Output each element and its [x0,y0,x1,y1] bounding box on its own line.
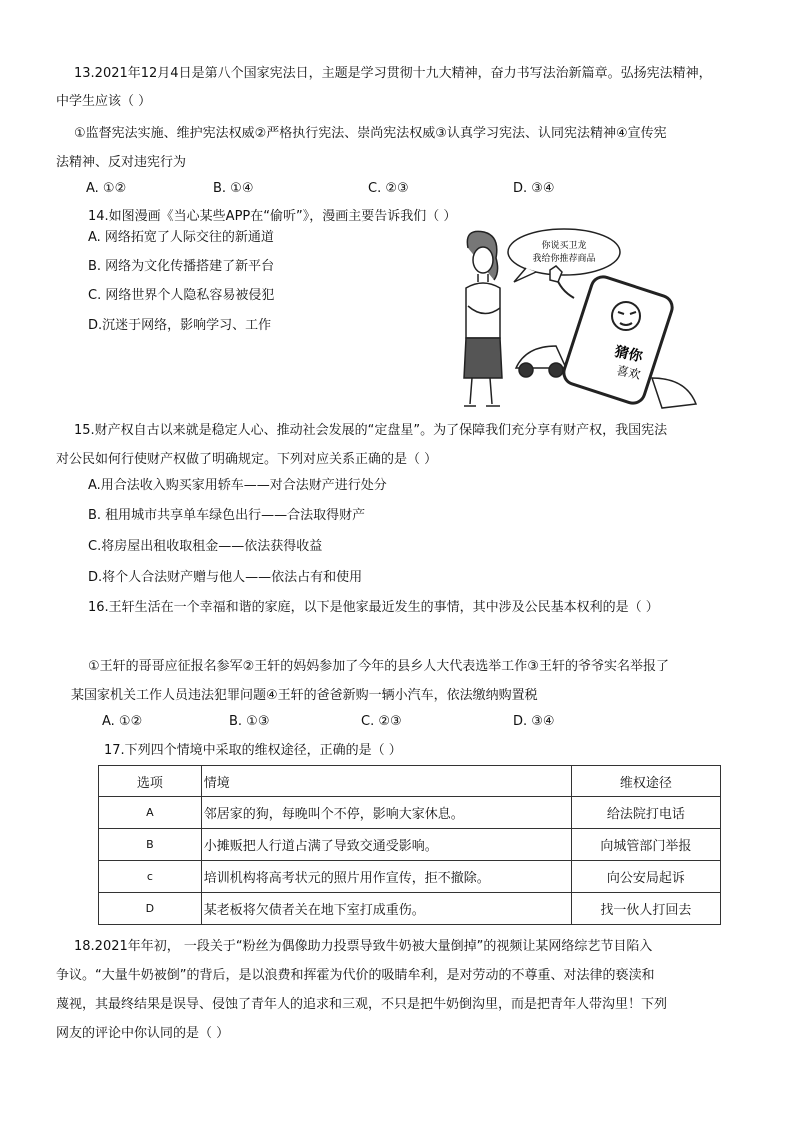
q16-option-d: D. ③④ [513,714,555,729]
q16-option-a: A. ①② [102,714,143,729]
table-row [99,861,721,893]
q15-option-b: B. 租用城市共享单车绿色出行——合法取得财产 [88,508,366,523]
q13-stem-line2: 中学生应该（ ） [56,94,152,109]
row-remedy: 给法院打电话 [571,797,720,829]
phone-text-line1: 猜你 [613,343,644,366]
header-situation: 情境 [201,766,571,797]
q14-stem: 14.如图漫画《当心某些APP在“偷听”》，漫画主要告诉我们（ ） [88,209,457,224]
q17-stem: 17.下列四个情境中采取的维权途径，正确的是（ ） [104,743,402,758]
q16-option-c: C. ②③ [361,714,402,729]
row-option: A [99,797,202,829]
q14-option-a: A. 网络拓宽了人际交往的新通道 [88,230,274,245]
table-header-row [99,766,721,797]
car-icon [516,346,566,377]
smartphone-icon [550,266,696,408]
row-option: c [99,861,202,893]
row-remedy: 找一伙人打回去 [571,893,720,925]
speech-bubble [508,229,620,275]
q13-statements-line1: ①监督宪法实施、维护宪法权威②严格执行宪法、崇尚宪法权威③认真学习宪法、认同宪法精神④宣传宪 [74,126,667,141]
row-option: D [99,893,202,925]
header-remedy: 维权途径 [571,766,720,797]
row-situation: 邻居家的狗，每晚叫个不停，影响大家休息。 [201,797,571,829]
q14-option-d: D.沉迷于网络，影响学习、工作 [88,318,272,333]
header-option: 选项 [99,766,202,797]
q16-statements-line2: 某国家机关工作人员违法犯罪问题④王轩的爸爸新购一辆小汽车，依法缴纳购置税 [71,688,538,703]
q15-option-a: A.用合法收入购买家用轿车——对合法财产进行处分 [88,478,387,493]
table-row [99,893,721,925]
q18-stem-line3: 蔑视，其最终结果是误导、侵蚀了青年人的追求和三观，不只是把牛奶倒沟里，而是把青年人带沟里！下列 [56,997,668,1012]
table-row [99,797,721,829]
q16-option-b: B. ①③ [229,714,270,729]
q14-option-b: B. 网络为文化传播搭建了新平台 [88,259,275,274]
q15-option-c: C.将房屋出租收取租金——依法获得收益 [88,539,323,554]
row-situation: 培训机构将高考状元的照片用作宣传，拒不撤除。 [201,861,571,893]
q13-option-d: D. ③④ [513,181,555,196]
row-situation: 某老板将欠债者关在地下室打成重伤。 [201,893,571,925]
table-row [99,829,721,861]
q15-stem-line2: 对公民如何行使财产权做了明确规定。下列对应关系正确的是（ ） [56,452,438,467]
q13-option-b: B. ①④ [213,181,254,196]
row-remedy: 向城管部门举报 [571,829,720,861]
q13-option-c: C. ②③ [368,181,409,196]
bubble-text-line2: 我给你推荐商品 [532,254,596,264]
comic-illustration [456,228,718,414]
row-remedy: 向公安局起诉 [571,861,720,893]
row-situation: 小摊贩把人行道占满了导致交通受影响。 [201,829,571,861]
woman-figure [464,231,502,406]
q18-stem-line1: 18.2021年年初， 一段关于“粉丝为偶像助力投票导致牛奶被大量倒掉”的视频让某网络综艺节目陷入 [74,939,653,954]
q15-option-d: D.将个人合法财产赠与他人——依法占有和使用 [88,570,363,585]
q13-stem-line1: 13.2021年12月4日是第八个国家宪法日，主题是学习贯彻十九大精神，奋力书写法治新篇章。弘扬宪法精神， [74,66,712,81]
q13-option-a: A. ①② [86,181,127,196]
bubble-text-line1: 你说买卫龙 [541,241,587,251]
q16-statements-line1: ①王轩的哥哥应征报名参军②王轩的妈妈参加了今年的县乡人大代表选举工作③王轩的爷爷实名举报了 [88,659,669,674]
q14-option-c: C. 网络世界个人隐私容易被侵犯 [88,288,275,303]
q18-stem-line4: 网友的评论中你认同的是（ ） [56,1026,230,1041]
phone-text-line2: 喜欢 [615,363,642,382]
q16-stem: 16.王轩生活在一个幸福和谐的家庭，以下是他家最近发生的事情，其中涉及公民基本权利的是（ ） [88,600,659,615]
q13-statements-line2: 法精神、反对违宪行为 [56,155,187,170]
q18-stem-line2: 争议。“大量牛奶被倒”的背后，是以浪费和挥霍为代价的吸睛牟利，是对劳动的不尊重、对法律的亵渎和 [56,968,655,983]
q15-stem-line1: 15.财产权自古以来就是稳定人心、推动社会发展的“定盘星”。为了保障我们充分享有财产权，我国宪法 [74,423,668,438]
q17-table [98,765,721,925]
row-option: B [99,829,202,861]
